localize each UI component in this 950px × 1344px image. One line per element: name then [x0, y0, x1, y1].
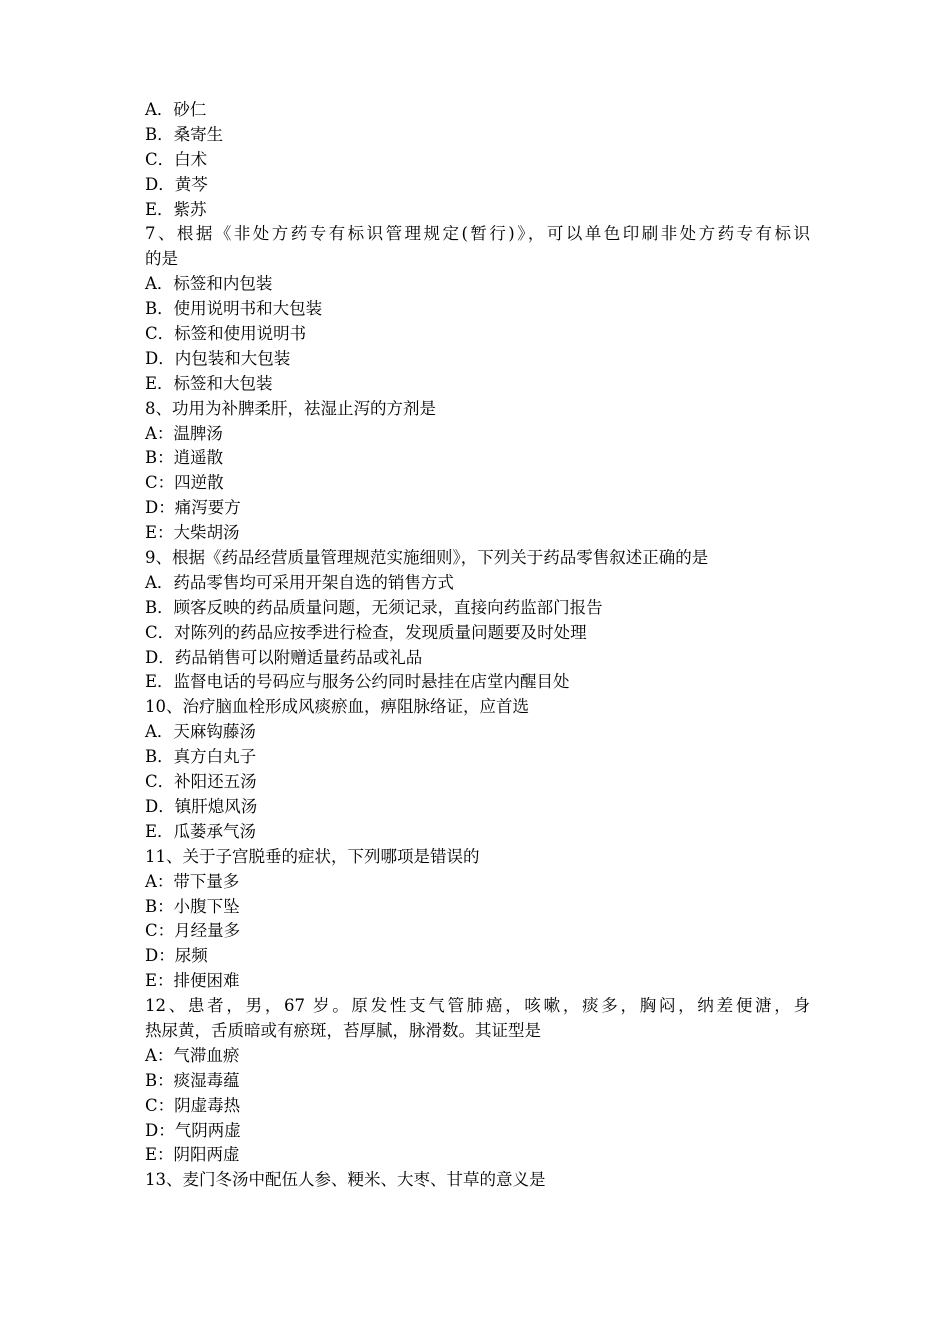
question-7-stem: 7、根据《非处方药专有标识管理规定(暂行)》，可以单色印刷非处方药专有标识	[145, 224, 810, 244]
question-11-stem: 11、关于子宫脱垂的症状，下列哪项是错误的	[145, 846, 480, 866]
option-line: B：小腹下坠	[145, 896, 240, 916]
option-line: D：气阴两虚	[145, 1120, 241, 1140]
question-12-stem-cont: 热尿黄，舌质暗或有瘀斑，苔厚腻，脉滑数。其证型是	[145, 1020, 541, 1040]
question-text-block	[145, 98, 810, 1193]
option-line: A．天麻钩藤汤	[145, 722, 256, 742]
option-line: C．补阳还五汤	[145, 772, 257, 792]
option-line: D．黄芩	[145, 174, 208, 194]
option-line: E．瓜蒌承气汤	[145, 821, 257, 841]
option-line: C：月经量多	[145, 921, 241, 941]
option-line: C．标签和使用说明书	[145, 324, 307, 344]
option-line: B．桑寄生	[145, 124, 224, 144]
option-line: B．使用说明书和大包装	[145, 299, 323, 319]
option-line: A：带下量多	[145, 871, 240, 891]
option-line: D．镇肝熄风汤	[145, 796, 258, 816]
option-line: D：痛泻要方	[145, 498, 241, 518]
option-line: B：逍遥散	[145, 448, 224, 468]
option-line: B：痰湿毒蕴	[145, 1070, 240, 1090]
question-12-stem: 12、患者，男，67 岁。原发性支气管肺癌，咳嗽，痰多，胸闷，纳差便溏，身	[145, 996, 810, 1016]
option-line: D：尿频	[145, 946, 208, 966]
option-line: E．监督电话的号码应与服务公约同时悬挂在店堂内醒目处	[145, 672, 570, 692]
option-line: E．标签和大包装	[145, 373, 273, 393]
question-9-stem: 9、根据《药品经营质量管理规范实施细则》，下列关于药品零售叙述正确的是	[145, 548, 709, 568]
option-line: A．砂仁	[145, 100, 207, 119]
option-line: B．顾客反映的药品质量问题，无须记录，直接向药监部门报告	[145, 597, 603, 617]
option-line: E．紫苏	[145, 199, 207, 219]
option-line: C：四逆散	[145, 473, 224, 493]
question-8-stem: 8、功用为补脾柔肝，祛湿止泻的方剂是	[145, 398, 436, 418]
option-line: E：阴阳两虚	[145, 1145, 240, 1165]
option-line: B．真方白丸子	[145, 747, 257, 767]
option-line: D．内包装和大包装	[145, 348, 291, 368]
option-line: C：阴虚毒热	[145, 1095, 241, 1115]
option-line: A：温脾汤	[145, 423, 223, 443]
option-line: C．对陈列的药品应按季进行检查，发现质量问题要及时处理	[145, 622, 587, 642]
option-line: C．白术	[145, 149, 208, 169]
question-13-stem: 13、麦门冬汤中配伍人参、粳米、大枣、甘草的意义是	[145, 1170, 546, 1190]
option-line: E：大柴胡汤	[145, 523, 240, 543]
option-line: A：气滞血瘀	[145, 1045, 240, 1065]
question-10-stem: 10、治疗脑血栓形成风痰瘀血，痹阻脉络证，应首选	[145, 697, 529, 717]
option-line: D．药品销售可以附赠适量药品或礼品	[145, 647, 423, 667]
question-7-stem-cont: 的是	[145, 249, 178, 269]
option-line: E：排便困难	[145, 971, 240, 991]
option-line: A．药品零售均可采用开架自选的销售方式	[145, 572, 454, 592]
option-line: A．标签和内包装	[145, 274, 273, 294]
